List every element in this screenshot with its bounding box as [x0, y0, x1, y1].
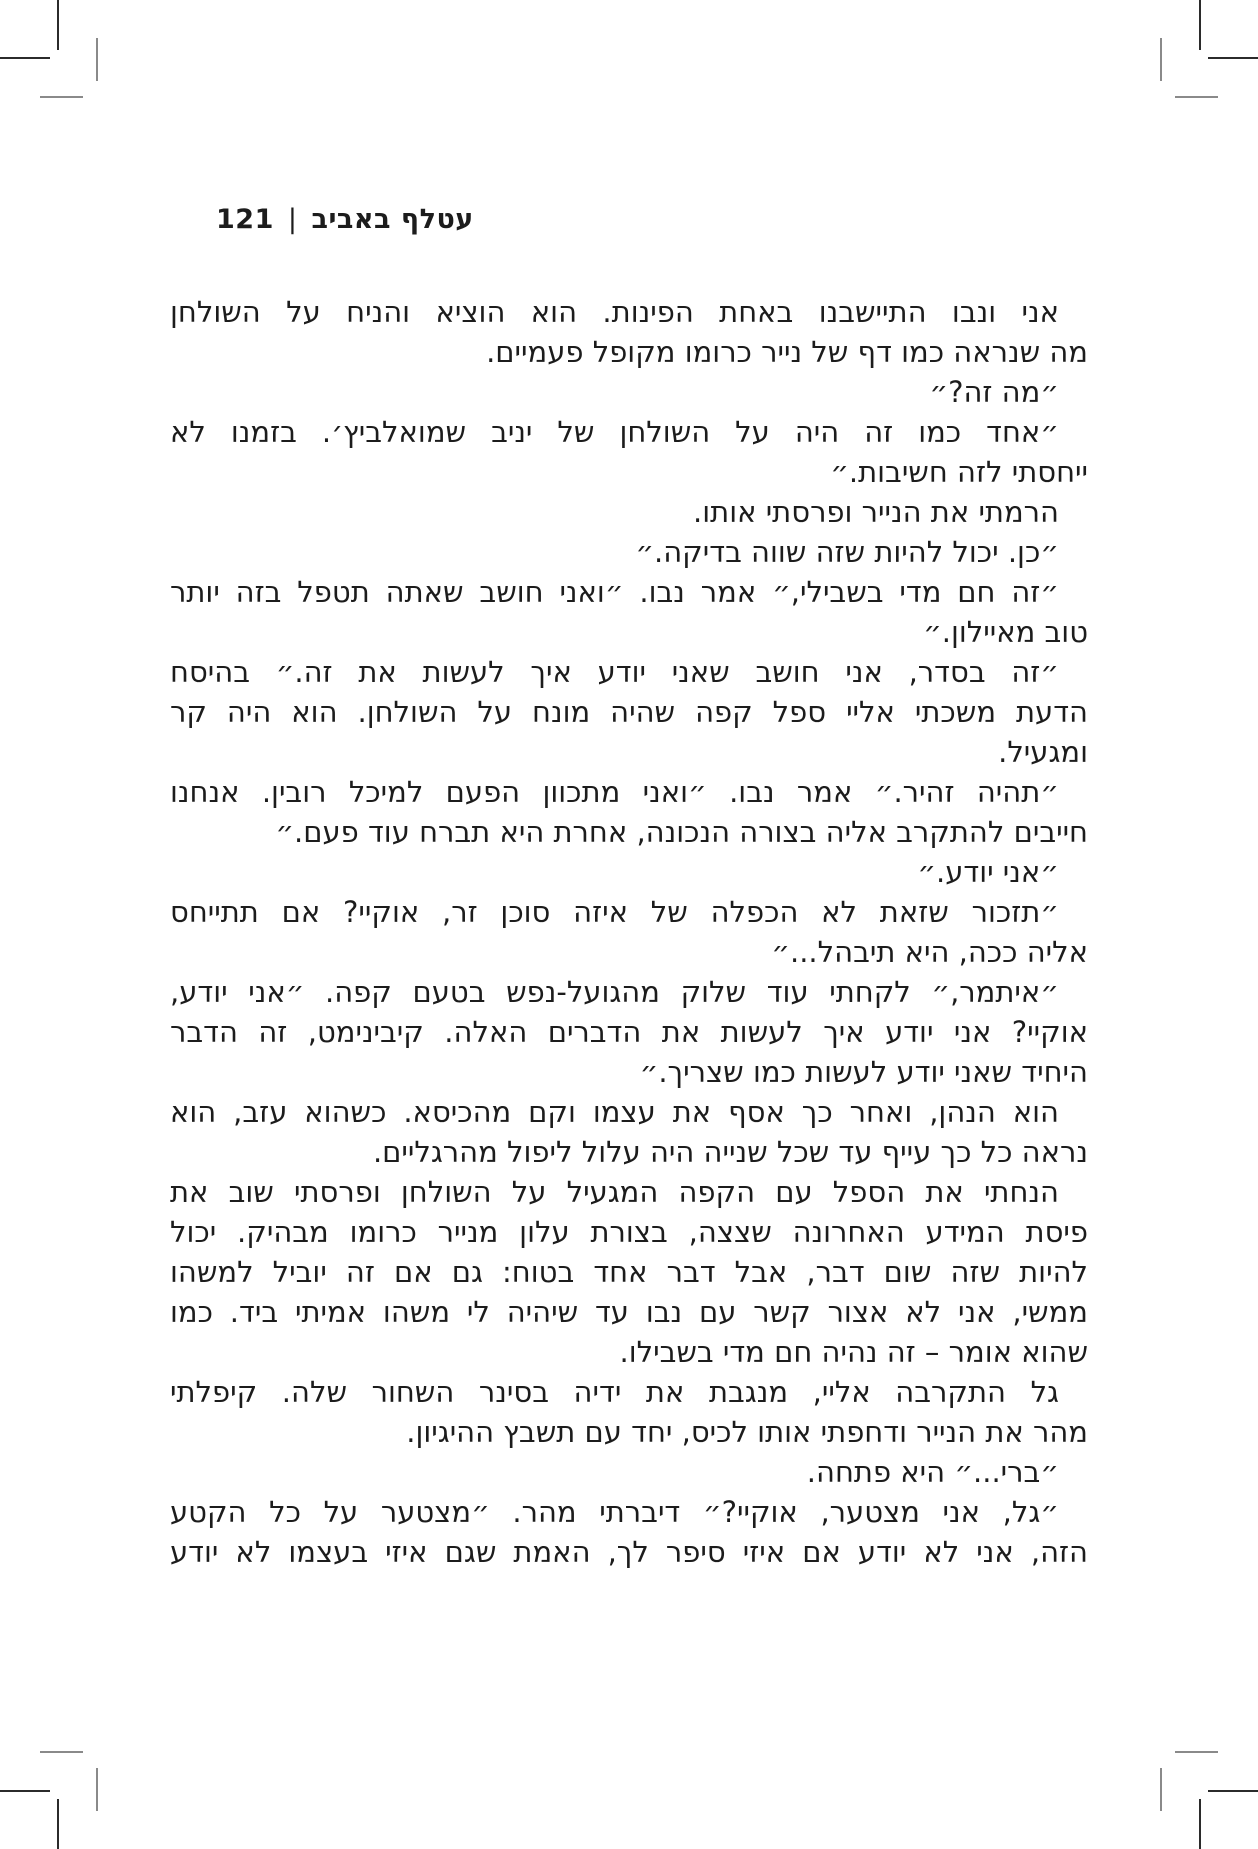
- crop-mark-bottom-right-outer-horizontal: [1208, 1790, 1258, 1792]
- text-line: הדעת משכתי אליי ספל קפה שהיה מונח על השולחן. הוא היה קר: [170, 695, 1088, 729]
- crop-mark-bottom-right-inner-vertical: [1160, 1768, 1162, 1811]
- text-line: אני ונבו התיישבנו באחת הפינות. הוא הוציא והניח על השולחן: [170, 295, 1059, 329]
- text-line: היחיד שאני יודע לעשות כמו שצריך.״: [639, 1055, 1088, 1089]
- text-line: ״מה זה?״: [929, 375, 1059, 409]
- crop-mark-top-right-outer-vertical: [1199, 0, 1201, 50]
- crop-mark-bottom-left-inner-vertical: [96, 1768, 98, 1811]
- text-line: מה שנראה כמו דף של נייר כרומו מקופל פעמיים.: [486, 335, 1088, 369]
- body-text: [170, 292, 1088, 1572]
- text-line: אליה ככה, היא תיבהל...״: [771, 935, 1088, 969]
- text-line: טוב מאיילון.״: [923, 615, 1088, 649]
- crop-mark-bottom-right-outer-vertical: [1199, 1799, 1201, 1849]
- crop-mark-bottom-left-inner-horizontal: [40, 1751, 83, 1753]
- text-line: מהר את הנייר ודחפתי אותו לכיס, יחד עם תשבץ ההיגיון.: [406, 1415, 1088, 1449]
- crop-mark-top-right-inner-horizontal: [1175, 96, 1218, 98]
- text-line: ״זה חם מדי בשבילי,״ אמר נבו. ״ואני חושב שאתה תטפל בזה יותר: [170, 575, 1059, 609]
- text-line: הזה, אני לא יודע אם איזי סיפר לך, האמת שגם איזי בעצמו לא יודע: [170, 1535, 1088, 1569]
- text-line: הוא הנהן, ואחר כך אסף את עצמו וקם מהכיסא. כשהוא עזב, הוא: [170, 1095, 1059, 1129]
- text-line: ״תזכור שזאת לא הכפלה של איזה סוכן זר, אוקיי? אם תתייחס: [170, 895, 1059, 929]
- header-separator: |: [287, 204, 298, 235]
- text-line: שהוא אומר – זה נהיה חם מדי בשבילו.: [619, 1335, 1088, 1369]
- text-line: ״גל, אני מצטער, אוקיי?״ דיברתי מהר. ״מצטער על כל הקטע: [170, 1495, 1059, 1529]
- text-line: ״אני יודע.״: [917, 855, 1059, 889]
- crop-mark-top-left-inner-vertical: [96, 38, 98, 81]
- crop-mark-bottom-left-outer-vertical: [57, 1799, 59, 1849]
- text-line: נראה כל כך עייף עד שכל שנייה היה עלול ליפול מהרגליים.: [372, 1135, 1088, 1169]
- crop-mark-bottom-right-inner-horizontal: [1175, 1751, 1218, 1753]
- book-title: עטלף באביב: [311, 204, 474, 235]
- text-line: להיות שזה שום דבר, אבל דבר אחד בטוח: גם אם זה יוביל למשהו: [170, 1255, 1088, 1289]
- text-line: ״אחד כמו זה היה על השולחן של יניב שמואלביץ׳. בזמנו לא: [170, 415, 1059, 449]
- text-line: גל התקרבה אליי, מנגבת את ידיה בסינר השחור שלה. קיפלתי: [170, 1375, 1059, 1409]
- crop-mark-top-right-outer-horizontal: [1208, 57, 1258, 59]
- text-line: ומגעיל.: [998, 735, 1088, 769]
- text-line: ייחסתי לזה חשיבות.״: [830, 455, 1088, 489]
- text-line: אוקיי? אני יודע איך לעשות את הדברים האלה. קיבינימט, זה הדבר: [170, 1015, 1088, 1049]
- text-line: ״ברי...״ היא פתחה.: [806, 1455, 1059, 1489]
- page-number: 121: [216, 204, 274, 235]
- crop-mark-top-right-inner-vertical: [1160, 38, 1162, 81]
- text-line: ״זה בסדר, אני חושב שאני יודע איך לעשות את זה.״ בהיסח: [170, 655, 1059, 689]
- text-line: ״כן. יכול להיות שזה שווה בדיקה.״: [635, 535, 1059, 569]
- text-line: פיסת המידע האחרונה שצצה, בצורת עלון מנייר כרומו מבהיק. יכול: [170, 1215, 1088, 1249]
- text-line: חייבים להתקרב אליה בצורה הנכונה, אחרת היא תברח עוד פעם.״: [275, 815, 1088, 849]
- crop-mark-top-left-outer-vertical: [57, 0, 59, 50]
- crop-mark-top-left-outer-horizontal: [0, 57, 50, 59]
- text-line: ״איתמר,״ לקחתי עוד שלוק מהגועל-נפש בטעם קפה. ״אני יודע,: [170, 975, 1059, 1009]
- text-line: ״תהיה זהיר.״ אמר נבו. ״ואני מתכוון הפעם למיכל רובין. אנחנו: [170, 775, 1059, 809]
- crop-mark-bottom-left-outer-horizontal: [0, 1790, 50, 1792]
- running-head: [216, 205, 474, 235]
- text-line: ממשי, אני לא אצור קשר עם נבו עד שיהיה לי משהו אמיתי ביד. כמו: [170, 1295, 1088, 1329]
- text-line: הנחתי את הספל עם הקפה המגעיל על השולחן ופרסתי שוב את: [170, 1175, 1059, 1209]
- crop-mark-top-left-inner-horizontal: [40, 96, 83, 98]
- text-line: הרמתי את הנייר ופרסתי אותו.: [693, 495, 1059, 529]
